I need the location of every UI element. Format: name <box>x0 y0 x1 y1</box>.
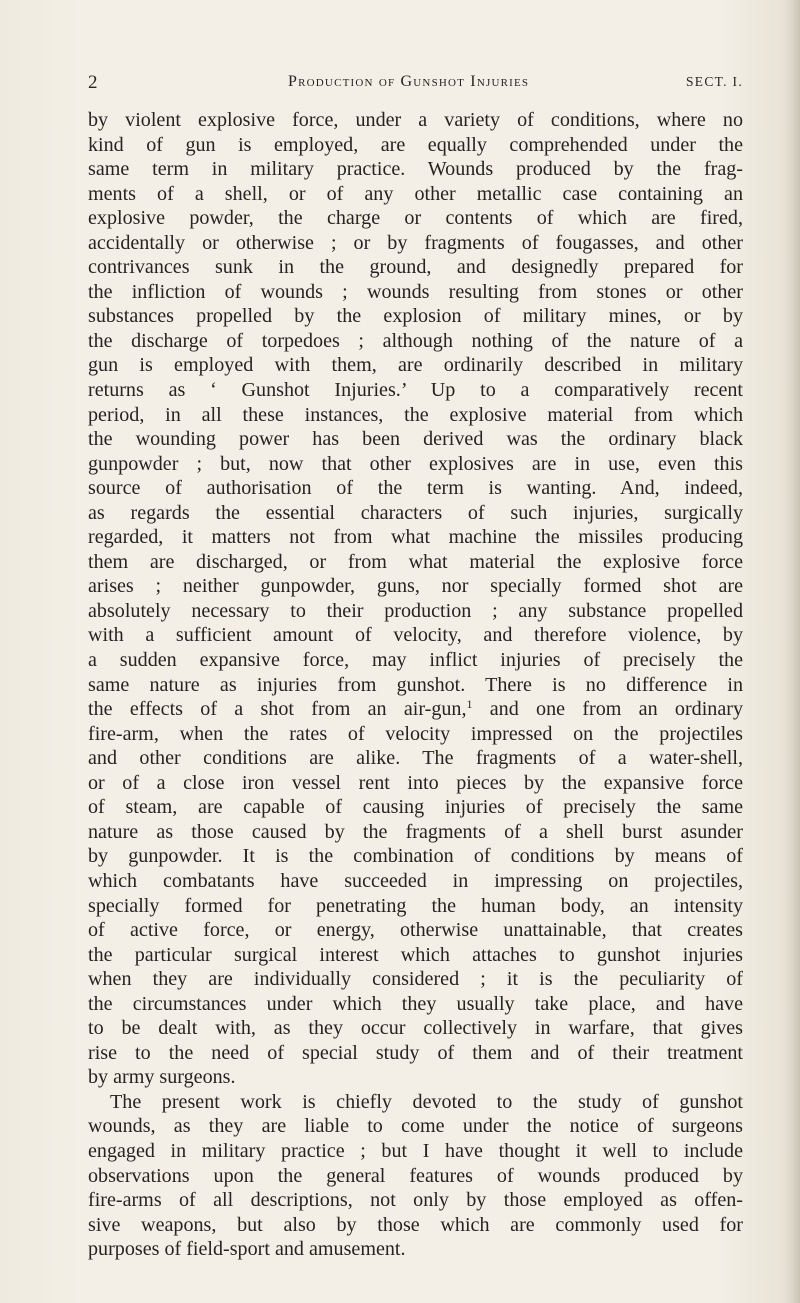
text-line: wounds, as they are liable to come under the notice of surgeons <box>88 1115 743 1138</box>
text-line: specially formed for penetrating the human body, an intensity <box>88 894 743 917</box>
text-line: same nature as injuries from gunshot. There is no difference in <box>88 673 743 696</box>
page-edge-shadow <box>784 0 800 1303</box>
text-line-with-footnote <box>88 697 743 722</box>
text-line-paragraph-end: by army surgeons. <box>88 1066 236 1089</box>
footnote-marker: 1 <box>466 697 473 712</box>
text-line: observations upon the general features of wounds produced by <box>88 1164 743 1187</box>
text-line: by gunpowder. It is the combination of conditions by means of <box>88 845 743 868</box>
text-line: of steam, are capable of causing injuries of precisely the same <box>88 796 743 819</box>
text-line: of active force, or energy, otherwise unattainable, that creates <box>88 919 743 942</box>
text-line: fire-arms of all descriptions, not only by those employed as offen- <box>88 1189 743 1212</box>
text-line: ments of a shell, or of any other metallic case containing an <box>88 182 743 205</box>
text-line: accidentally or otherwise ; or by fragments of fougasses, and other <box>88 231 743 254</box>
text-line: rise to the need of special study of them and of their treatment <box>88 1041 743 1064</box>
text-line: kind of gun is employed, are equally comprehended under the <box>88 133 743 156</box>
text-line: by violent explosive force, under a variety of conditions, where no <box>88 109 743 131</box>
text-line: engaged in military practice ; but I have thought it well to include <box>88 1139 743 1162</box>
text-segment: the effects of a shot from an air-gun, <box>88 698 467 721</box>
text-line: source of authorisation of the term is wanting. And, indeed, <box>88 477 743 500</box>
section-marker: SECT. I. <box>685 74 743 89</box>
text-line: a sudden expansive force, may inflict injuries of precisely the <box>88 649 743 672</box>
text-line: with a sufficient amount of velocity, and therefore violence, by <box>88 624 743 647</box>
text-line: nature as those caused by the fragments of a shell burst asunder <box>88 820 743 843</box>
page-number: 2 <box>88 72 98 93</box>
text-line: regarded, it matters not from what machine the missiles producing <box>88 526 743 549</box>
text-line: sive weapons, but also by those which are commonly used for <box>88 1213 743 1236</box>
running-head <box>88 72 743 96</box>
text-line: the wounding power has been derived was the ordinary black <box>88 428 743 451</box>
text-line: explosive powder, the charge or contents of which are fired, <box>88 207 743 230</box>
text-line: to be dealt with, as they occur collectively in warfare, that gives <box>88 1017 743 1040</box>
text-line-paragraph-start: The present work is chiefly devoted to the study of gunshot <box>110 1090 743 1113</box>
text-line: period, in all these instances, the explosive material from which <box>88 403 743 426</box>
text-line: substances propelled by the explosion of military mines, or by <box>88 305 743 328</box>
text-line: same term in military practice. Wounds produced by the frag- <box>88 158 743 181</box>
text-line: as regards the essential characters of such injuries, surgically <box>88 501 743 524</box>
text-line: arises ; neither gunpowder, guns, nor specially formed shot are <box>88 575 743 598</box>
running-title: Production of Gunshot Injuries <box>288 73 530 90</box>
text-line: absolutely necessary to their production ; any substance propelled <box>88 599 743 622</box>
text-segment: and one from an ordinary <box>472 698 743 721</box>
text-line: the particular surgical interest which attaches to gunshot injuries <box>88 943 743 966</box>
text-line: the discharge of torpedoes ; although nothing of the nature of a <box>88 329 743 352</box>
text-line: gun is employed with them, are ordinarily described in military <box>88 354 743 377</box>
body-text <box>88 108 743 1262</box>
text-line: when they are individually considered ; it is the peculiarity of <box>88 968 743 991</box>
text-line: the circumstances under which they usually take place, and have <box>88 992 743 1015</box>
text-line: the infliction of wounds ; wounds resulting from stones or other <box>88 280 743 303</box>
text-line: contrivances sunk in the ground, and designedly prepared for <box>88 256 743 279</box>
text-line: or of a close iron vessel rent into pieces by the expansive force <box>88 771 743 794</box>
text-line: them are discharged, or from what material the explosive force <box>88 550 743 573</box>
text-line-paragraph-end: purposes of field-sport and amusement. <box>88 1238 406 1261</box>
text-line: and other conditions are alike. The fragments of a water-shell, <box>88 747 743 770</box>
text-line: fire-arm, when the rates of velocity impressed on the projectiles <box>88 722 743 745</box>
text-line: gunpowder ; but, now that other explosives are in use, even this <box>88 452 743 475</box>
text-line: returns as ‘ Gunshot Injuries.’ Up to a comparatively recent <box>88 379 743 402</box>
text-line: which combatants have succeeded in impressing on projectiles, <box>88 869 743 892</box>
